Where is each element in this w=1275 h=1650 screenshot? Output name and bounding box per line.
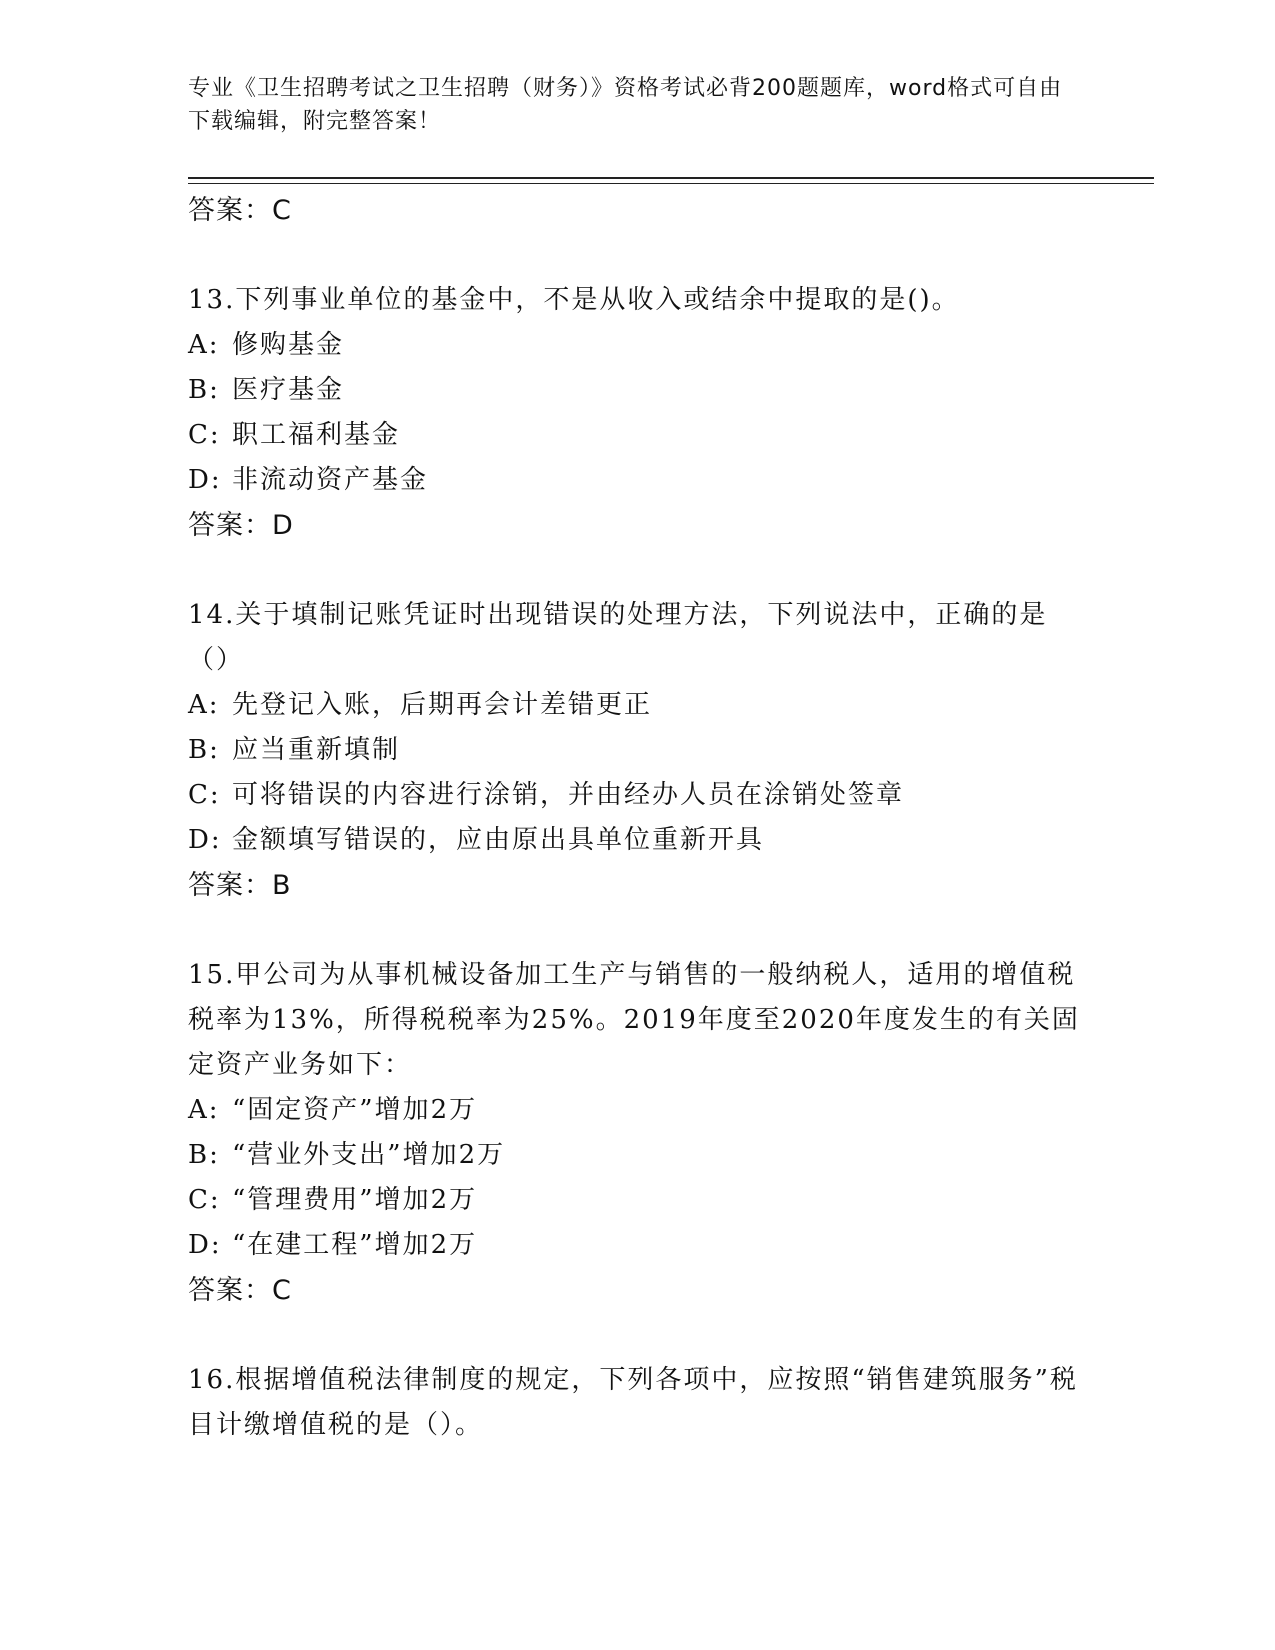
option-key: C:: [188, 1185, 221, 1215]
option-key: B:: [188, 1140, 220, 1170]
header-divider-thin: [188, 183, 1154, 184]
question-15: [188, 953, 1088, 1314]
option-key: A:: [188, 1095, 220, 1125]
option-b: [188, 1133, 1088, 1178]
question-stem: 13.下列事业单位的基金中，不是从收入或结余中提取的是()。: [188, 285, 960, 315]
option-b: [188, 368, 1088, 413]
spacer: [188, 234, 1088, 278]
option-text: 医疗基金: [232, 375, 345, 405]
spacer: [188, 1314, 1088, 1358]
option-key: D:: [188, 825, 222, 855]
option-d: [188, 1223, 1088, 1268]
header-divider: [188, 177, 1154, 179]
option-key: D:: [188, 1230, 222, 1260]
option-key: D:: [188, 465, 222, 495]
option-key: A:: [188, 690, 220, 720]
option-text: 先登记入账，后期再会计差错更正: [232, 690, 653, 720]
answer-line: 答案：D: [188, 510, 294, 541]
answer-line: 答案：B: [188, 870, 292, 901]
question-13: [188, 278, 1088, 549]
option-text: “管理费用”增加2万: [232, 1185, 478, 1215]
option-a: [188, 683, 1088, 728]
option-key: C:: [188, 780, 221, 810]
answer-line: 答案：C: [188, 195, 292, 226]
option-text: 修购基金: [232, 330, 345, 360]
question-stem: 16.根据增值税法律制度的规定，下列各项中，应按照“销售建筑服务”税目计缴增值税的是（）。: [188, 1365, 1078, 1440]
page-header: 专业《卫生招聘考试之卫生招聘（财务）》资格考试必背200题题库，word格式可自由下载编辑，附完整答案！: [188, 76, 1063, 134]
option-text: “在建工程”增加2万: [232, 1230, 478, 1260]
spacer: [188, 549, 1088, 593]
option-a: [188, 1088, 1088, 1133]
option-text: 金额填写错误的，应由原出具单位重新开具: [232, 825, 765, 855]
option-key: B:: [188, 735, 220, 765]
option-c: [188, 773, 1088, 818]
question-stem: 15.甲公司为从事机械设备加工生产与销售的一般纳税人，适用的增值税税率为13%，所得税税率为25%。2019年度至2020年度发生的有关固定资产业务如下：: [188, 960, 1080, 1080]
option-c: [188, 1178, 1088, 1223]
question-list: [188, 188, 1088, 1448]
option-a: [188, 323, 1088, 368]
option-text: 职工福利基金: [232, 420, 401, 450]
question-14: [188, 593, 1088, 909]
spacer: [188, 909, 1088, 953]
option-key: A:: [188, 330, 220, 360]
question-16: [188, 1358, 1088, 1448]
option-text: 应当重新填制: [232, 735, 401, 765]
option-key: B:: [188, 375, 220, 405]
option-key: C:: [188, 420, 221, 450]
option-text: 可将错误的内容进行涂销，并由经办人员在涂销处签章: [232, 780, 905, 810]
option-b: [188, 728, 1088, 773]
option-text: “固定资产”增加2万: [232, 1095, 478, 1125]
question-stem: 14.关于填制记账凭证时出现错误的处理方法，下列说法中，正确的是（）: [188, 600, 1048, 675]
option-d: [188, 818, 1088, 863]
answer-line: 答案：C: [188, 1275, 292, 1306]
option-text: “营业外支出”增加2万: [232, 1140, 506, 1170]
option-d: [188, 458, 1088, 503]
option-text: 非流动资产基金: [232, 465, 429, 495]
option-c: [188, 413, 1088, 458]
